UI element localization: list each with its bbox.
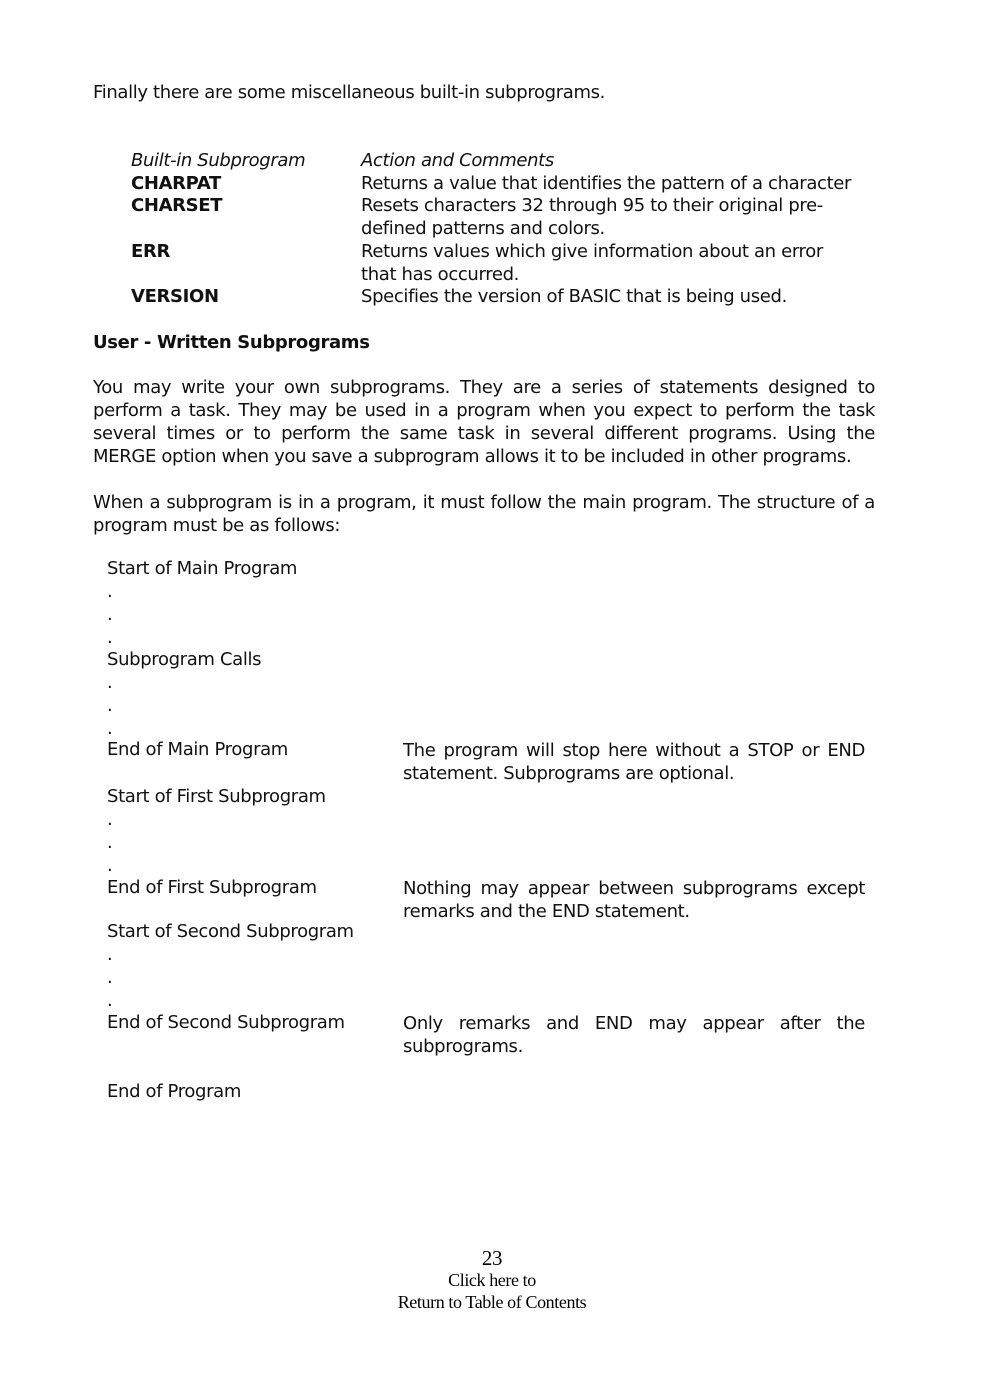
structure-start-second: Start of Second Subprogram — [107, 921, 354, 942]
ellipsis-dot: . — [107, 718, 113, 739]
paragraph: You may write your own subprograms. They are a series of statements designed to perform a task. They may be used in a program when you expect to perform the task several times or to perform the same task in several different programs. Using the MERGE option when you save a subprogram allows it to be included in other programs. — [93, 377, 875, 467]
structure-end-first: End of First Subprogram — [107, 877, 317, 898]
table-row-name: CHARSET — [131, 195, 223, 216]
table-row-name: VERSION — [131, 286, 219, 307]
structure-end-first-note: Nothing may appear between subprograms except remarks and the END statement. — [403, 878, 865, 922]
table-row-action: Resets characters 32 through 95 to their original pre- — [361, 195, 823, 216]
structure-end-second-note: Only remarks and END may appear after the subprograms. — [403, 1013, 865, 1057]
ellipsis-dot: . — [107, 809, 113, 830]
structure-end-program: End of Program — [107, 1081, 242, 1102]
table-row-action: Returns values which give information about an error — [361, 241, 823, 262]
paragraph: When a subprogram is in a program, it must follow the main program. The structure of a program must be as follows: — [93, 492, 875, 536]
section-heading: User - Written Subprograms — [93, 332, 370, 353]
table-row-action: defined patterns and colors. — [361, 218, 605, 239]
page-number: 23 — [481, 1246, 503, 1270]
ellipsis-dot: . — [107, 990, 113, 1011]
table-row-action: that has occurred. — [361, 264, 520, 285]
ellipsis-dot: . — [107, 967, 113, 988]
table-row-action: Returns a value that identifies the pattern of a character — [361, 173, 852, 194]
ellipsis-dot: . — [107, 581, 113, 602]
table-header-action: Action and Comments — [361, 150, 554, 171]
ellipsis-dot: . — [107, 604, 113, 625]
structure-end-main-note: The program will stop here without a STOP or END statement. Subprograms are optional. — [403, 740, 865, 784]
toc-link-line1[interactable]: Click here to — [448, 1270, 536, 1290]
structure-start-first: Start of First Subprogram — [107, 786, 326, 807]
table-header-subprogram: Built-in Subprogram — [131, 150, 306, 171]
ellipsis-dot: . — [107, 855, 113, 876]
ellipsis-dot: . — [107, 672, 113, 693]
ellipsis-dot: . — [107, 627, 113, 648]
ellipsis-dot: . — [107, 832, 113, 853]
intro-text: Finally there are some miscellaneous built-in subprograms. — [93, 82, 606, 103]
table-row-name: CHARPAT — [131, 173, 221, 194]
structure-end-second: End of Second Subprogram — [107, 1012, 345, 1033]
structure-start-main: Start of Main Program — [107, 558, 298, 579]
toc-link-line2[interactable]: Return to Table of Contents — [397, 1292, 587, 1312]
table-row-name: ERR — [131, 241, 170, 262]
structure-calls: Subprogram Calls — [107, 649, 262, 670]
ellipsis-dot: . — [107, 944, 113, 965]
table-row-action: Specifies the version of BASIC that is being used. — [361, 286, 787, 307]
ellipsis-dot: . — [107, 695, 113, 716]
structure-end-main: End of Main Program — [107, 739, 288, 760]
